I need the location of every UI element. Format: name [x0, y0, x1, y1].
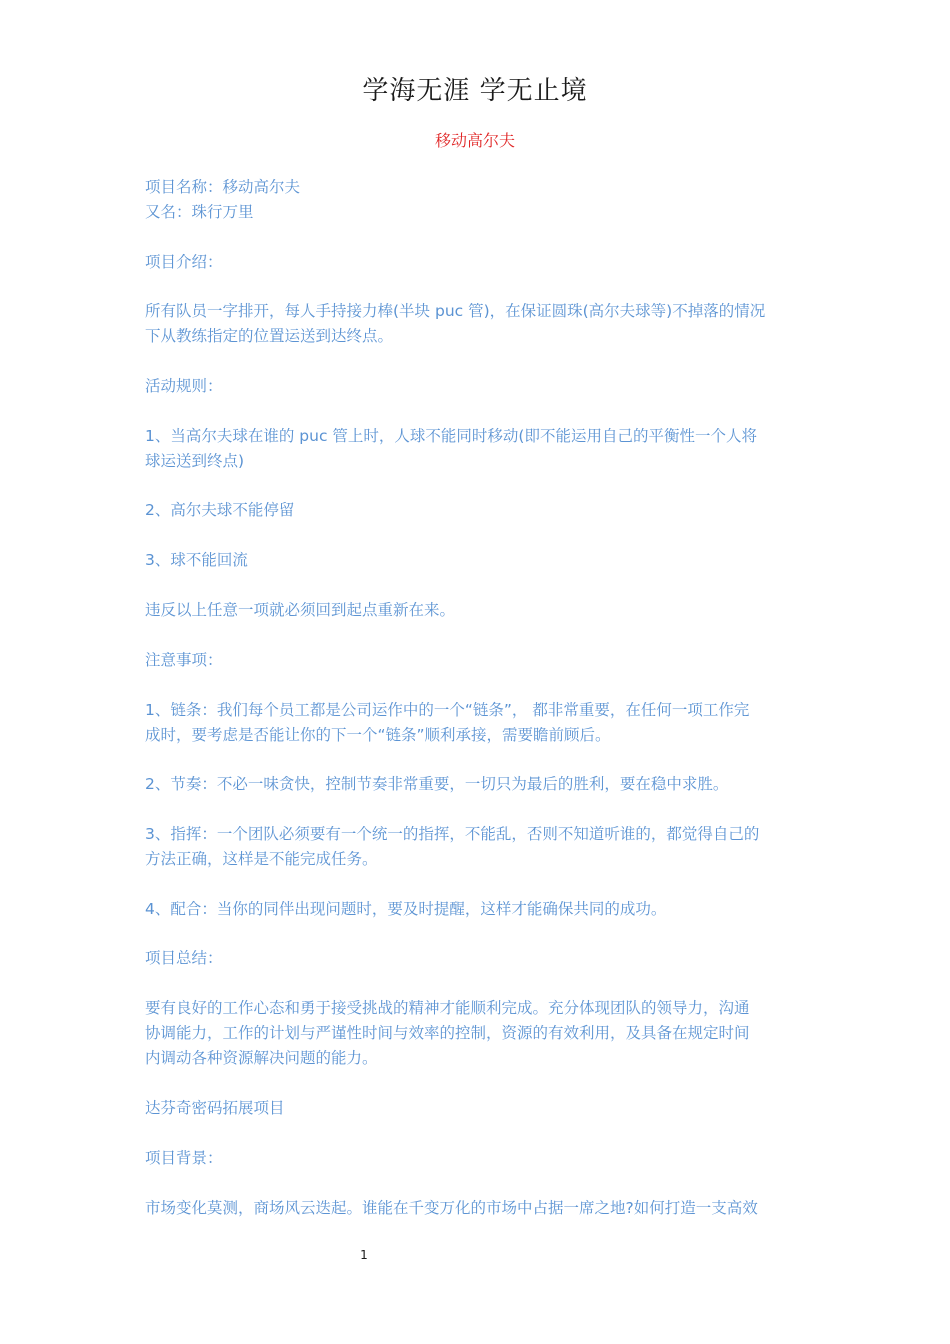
background-line-1: 市场变化莫测，商场风云迭起。谁能在千变万化的市场中占据一席之地?如何打造一支高效 [145, 1199, 758, 1217]
page-number: 1 [360, 1248, 368, 1262]
summary-line-2: 协调能力，工作的计划与严谨性时间与效率的控制，资源的有效利用，及具备在规定时间 [145, 1024, 750, 1042]
note-1-line-2: 成时，要考虑是否能让你的下一个“链条”顺利承接，需要瞻前顾后。 [145, 726, 611, 744]
summary-line-3: 内调动各种资源解决问题的能力。 [145, 1049, 378, 1067]
document-subtitle: 移动高尔夫 [434, 131, 515, 150]
note-3-line-2: 方法正确，这样是不能完成任务。 [145, 850, 378, 868]
page-header-title: 学海无涯 学无止境 [362, 76, 588, 106]
summary-heading: 项目总结： [145, 949, 223, 967]
rule-1-line-1: 1、当高尔夫球在谁的 puc 管上时，人球不能同时移动(即不能运用自己的平衡性一个人将 [145, 427, 757, 445]
background-heading: 项目背景： [145, 1149, 223, 1167]
project-name-line: 项目名称：移动高尔夫 [145, 178, 301, 196]
intro-text-line-2: 下从教练指定的位置运送到达终点。 [145, 327, 394, 345]
violation-note: 违反以上任意一项就必须回到起点重新在来。 [145, 601, 456, 619]
note-3-line-1: 3、指挥：一个团队必须要有一个统一的指挥，不能乱，否则不知道听谁的，都觉得自己的 [145, 825, 760, 843]
rules-heading: 活动规则： [145, 377, 223, 395]
intro-text-line-1: 所有队员一字排开，每人手持接力棒(半块 puc 管)，在保证圆珠(高尔夫球等)不掉落的情况 [145, 302, 766, 320]
alias-line: 又名：珠行万里 [145, 203, 254, 221]
note-4: 4、配合：当你的同伴出现问题时，要及时提醒，这样才能确保共同的成功。 [145, 900, 667, 918]
notes-heading: 注意事项： [145, 651, 223, 669]
rule-1-line-2: 球运送到终点) [145, 452, 245, 470]
rule-2: 2、高尔夫球不能停留 [145, 501, 295, 519]
note-1-line-1: 1、链条：我们每个员工都是公司运作中的一个“链条”， 都非常重要，在任何一项工作完 [145, 701, 750, 719]
summary-line-1: 要有良好的工作心态和勇于接受挑战的精神才能顺利完成。充分体现团队的领导力，沟通 [145, 999, 750, 1017]
project-2-title: 达芬奇密码拓展项目 [145, 1099, 285, 1117]
note-2: 2、节奏：不必一味贪快，控制节奏非常重要，一切只为最后的胜利，要在稳中求胜。 [145, 775, 729, 793]
rule-3: 3、球不能回流 [145, 551, 248, 569]
intro-heading: 项目介绍： [145, 253, 223, 271]
